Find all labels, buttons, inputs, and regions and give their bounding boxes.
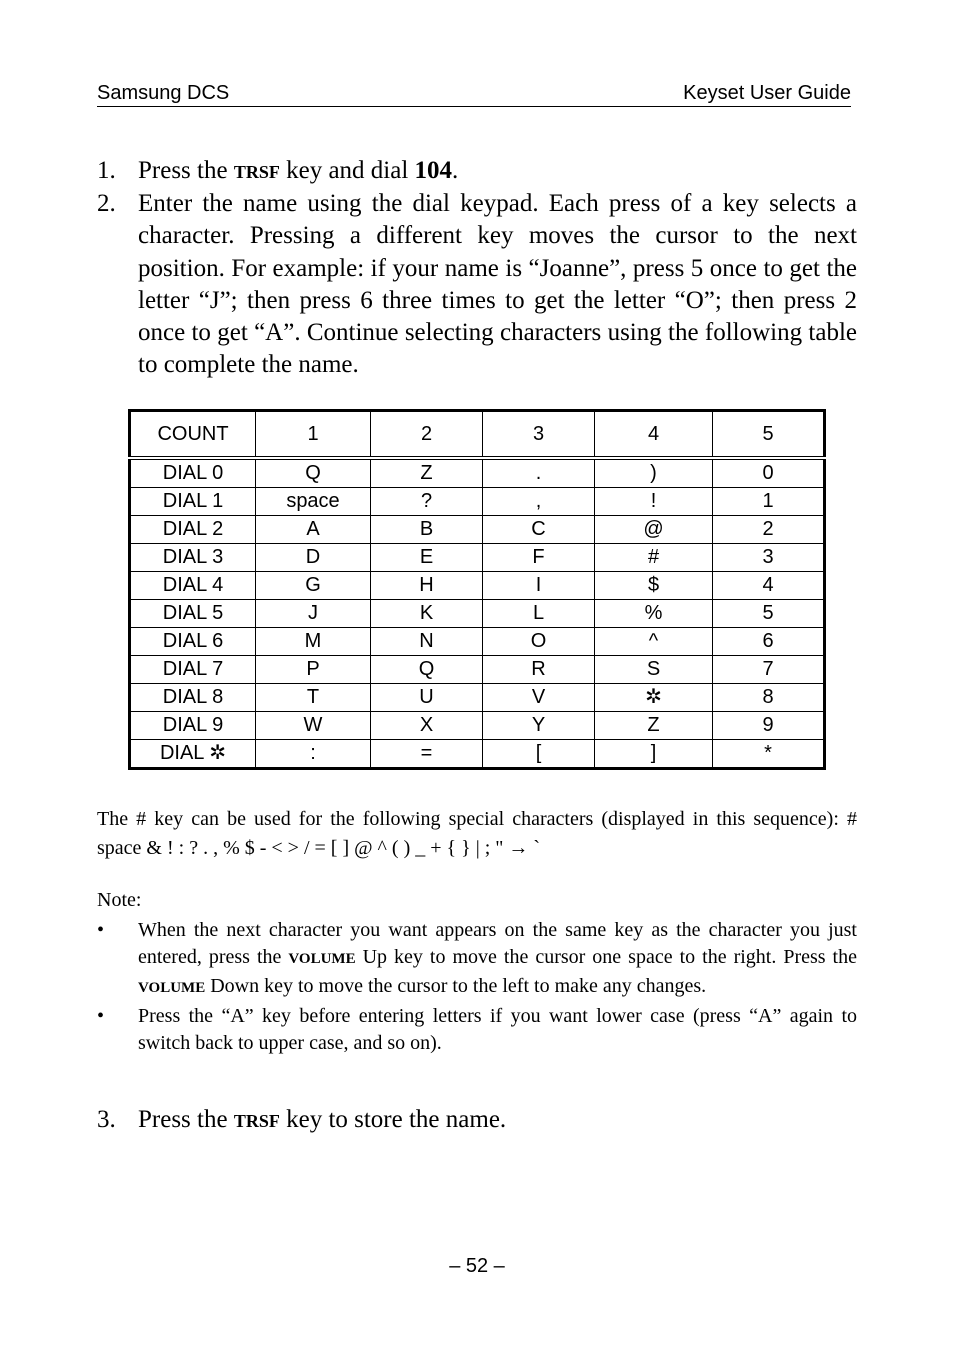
table-cell: 4	[713, 572, 825, 600]
table-row	[130, 684, 825, 712]
table-cell: #	[595, 544, 713, 572]
table-cell: Q	[371, 656, 483, 684]
page-number: – 52 –	[449, 1255, 505, 1277]
table-row	[130, 712, 825, 740]
table-cell: ?	[371, 488, 483, 516]
step-text	[138, 155, 857, 188]
table-cell: *	[713, 740, 825, 769]
table-cell: 6	[713, 628, 825, 656]
table-cell: V	[483, 684, 595, 712]
table-cell: I	[483, 572, 595, 600]
table-cell: J	[256, 600, 371, 628]
row-label-cell: DIAL 5	[130, 600, 256, 628]
bullet-text: Press the “A” key before entering letters if you want lower case (press “A” again to switch back to upper case, and so on).	[138, 1005, 857, 1054]
volume-key-label: VOLUME	[138, 980, 206, 996]
table-cell: O	[483, 628, 595, 656]
hash-key-note: The # key can be used for the following special characters (displayed in this sequence): # space & ! : ? . , % $ - < > / = [ ] @ ^ ( ) _ + { } | ; " → `	[97, 808, 857, 859]
table-cell: ✲	[595, 684, 713, 712]
table-cell: space	[256, 488, 371, 516]
table-row	[130, 600, 825, 628]
bullet-text-part: When the next character you want appears on the same key as the character you just entered, press the	[138, 919, 857, 968]
table-row	[130, 740, 825, 769]
table-cell: B	[371, 516, 483, 544]
table-cell: =	[371, 740, 483, 769]
volume-key-label: VOLUME	[288, 951, 356, 967]
table-cell: ^	[595, 628, 713, 656]
row-label-cell: DIAL ✲	[130, 740, 256, 769]
table-cell: )	[595, 458, 713, 488]
note-bullets	[97, 917, 857, 1058]
table-cell: S	[595, 656, 713, 684]
dial-code: 104	[414, 157, 453, 184]
table-cell: ,	[483, 488, 595, 516]
header-cell: 5	[713, 411, 825, 459]
table-cell: Z	[595, 712, 713, 740]
table-cell: E	[371, 544, 483, 572]
table-cell: Z	[371, 458, 483, 488]
bullet-text-part: Up key to move the cursor one space to the right. Press the	[355, 946, 857, 968]
bullet-text	[138, 917, 857, 1002]
header-title: Samsung DCS	[97, 82, 230, 104]
step-text-part: Press the	[138, 157, 234, 184]
step-text	[138, 1104, 506, 1137]
bullet-text-part: Down key to move the cursor to the left to make any changes.	[205, 975, 707, 997]
table-cell: Y	[483, 712, 595, 740]
row-label-cell: DIAL 1	[130, 488, 256, 516]
step-text-part: key and dial	[279, 157, 415, 184]
step-number: 2.	[97, 190, 116, 218]
table-cell: F	[483, 544, 595, 572]
row-label-cell: DIAL 7	[130, 656, 256, 684]
instruction-steps	[97, 155, 857, 381]
trsf-key-label: TRSF	[233, 1111, 280, 1131]
table-cell: 8	[713, 684, 825, 712]
table-cell: W	[256, 712, 371, 740]
table-cell: !	[595, 488, 713, 516]
step-3	[97, 1104, 857, 1137]
table-cell: U	[371, 684, 483, 712]
table-cell: 0	[713, 458, 825, 488]
step-2	[97, 188, 857, 381]
header-cell: 4	[595, 411, 713, 459]
table-cell: .	[483, 458, 595, 488]
row-label-cell: DIAL 0	[130, 458, 256, 488]
header-cell: 2	[371, 411, 483, 459]
step-1	[97, 155, 857, 188]
table-cell: @	[595, 516, 713, 544]
row-label-cell: DIAL 2	[130, 516, 256, 544]
row-label-cell: DIAL 6	[130, 628, 256, 656]
table-cell: ]	[595, 740, 713, 769]
table-cell: H	[371, 572, 483, 600]
table-cell: Q	[256, 458, 371, 488]
table-cell: C	[483, 516, 595, 544]
table-header-row	[130, 411, 825, 459]
step-text-part: Press the	[138, 1106, 234, 1133]
table-cell: 3	[713, 544, 825, 572]
table-cell: M	[256, 628, 371, 656]
header-cell: 1	[256, 411, 371, 459]
bullet-item	[97, 917, 857, 1002]
bullet-item	[97, 1003, 857, 1057]
table-cell: T	[256, 684, 371, 712]
table-cell: K	[371, 600, 483, 628]
table-row	[130, 628, 825, 656]
table-cell: 1	[713, 488, 825, 516]
table-cell: X	[371, 712, 483, 740]
trsf-key-label: TRSF	[233, 162, 280, 182]
note-title: Note:	[97, 889, 142, 911]
table-row	[130, 572, 825, 600]
table-cell: 9	[713, 712, 825, 740]
header-cell: COUNT	[130, 411, 256, 459]
step-number: 1.	[97, 157, 116, 184]
table-cell: D	[256, 544, 371, 572]
bullet-icon: •	[97, 1005, 105, 1027]
bullet-icon: •	[97, 919, 105, 941]
page-header	[97, 82, 851, 107]
table-cell: 2	[713, 516, 825, 544]
table-row	[130, 544, 825, 572]
step-text-part: key to store the name.	[279, 1106, 507, 1133]
step-text: Enter the name using the dial keypad. Each press of a key selects a character. Pressing a different key moves the cursor to the next position. For example: if your name is “Joanne”, press 5 once to get the letter “J”; then press 6 three times to get the letter “O”; then press 2 once to get “A”. Continue selecting characters using the following table to complete the name.	[138, 190, 857, 379]
table-row	[130, 656, 825, 684]
character-table	[128, 409, 826, 770]
row-label-cell: DIAL 8	[130, 684, 256, 712]
header-cell: 3	[483, 411, 595, 459]
table-cell: N	[371, 628, 483, 656]
step-text-part: .	[452, 157, 459, 184]
table-cell: G	[256, 572, 371, 600]
table-row	[130, 488, 825, 516]
row-label-cell: DIAL 4	[130, 572, 256, 600]
table-row	[130, 458, 825, 488]
table-row	[130, 516, 825, 544]
row-label-cell: DIAL 9	[130, 712, 256, 740]
table-cell: 5	[713, 600, 825, 628]
table-cell: A	[256, 516, 371, 544]
header-guide-title: Keyset User Guide	[683, 82, 851, 104]
table-cell: P	[256, 656, 371, 684]
table-cell: R	[483, 656, 595, 684]
table-cell: $	[595, 572, 713, 600]
table-cell: L	[483, 600, 595, 628]
table-cell: 7	[713, 656, 825, 684]
table-cell: %	[595, 600, 713, 628]
row-label-cell: DIAL 3	[130, 544, 256, 572]
step-number: 3.	[97, 1106, 116, 1133]
table-cell: [	[483, 740, 595, 769]
table-cell: :	[256, 740, 371, 769]
